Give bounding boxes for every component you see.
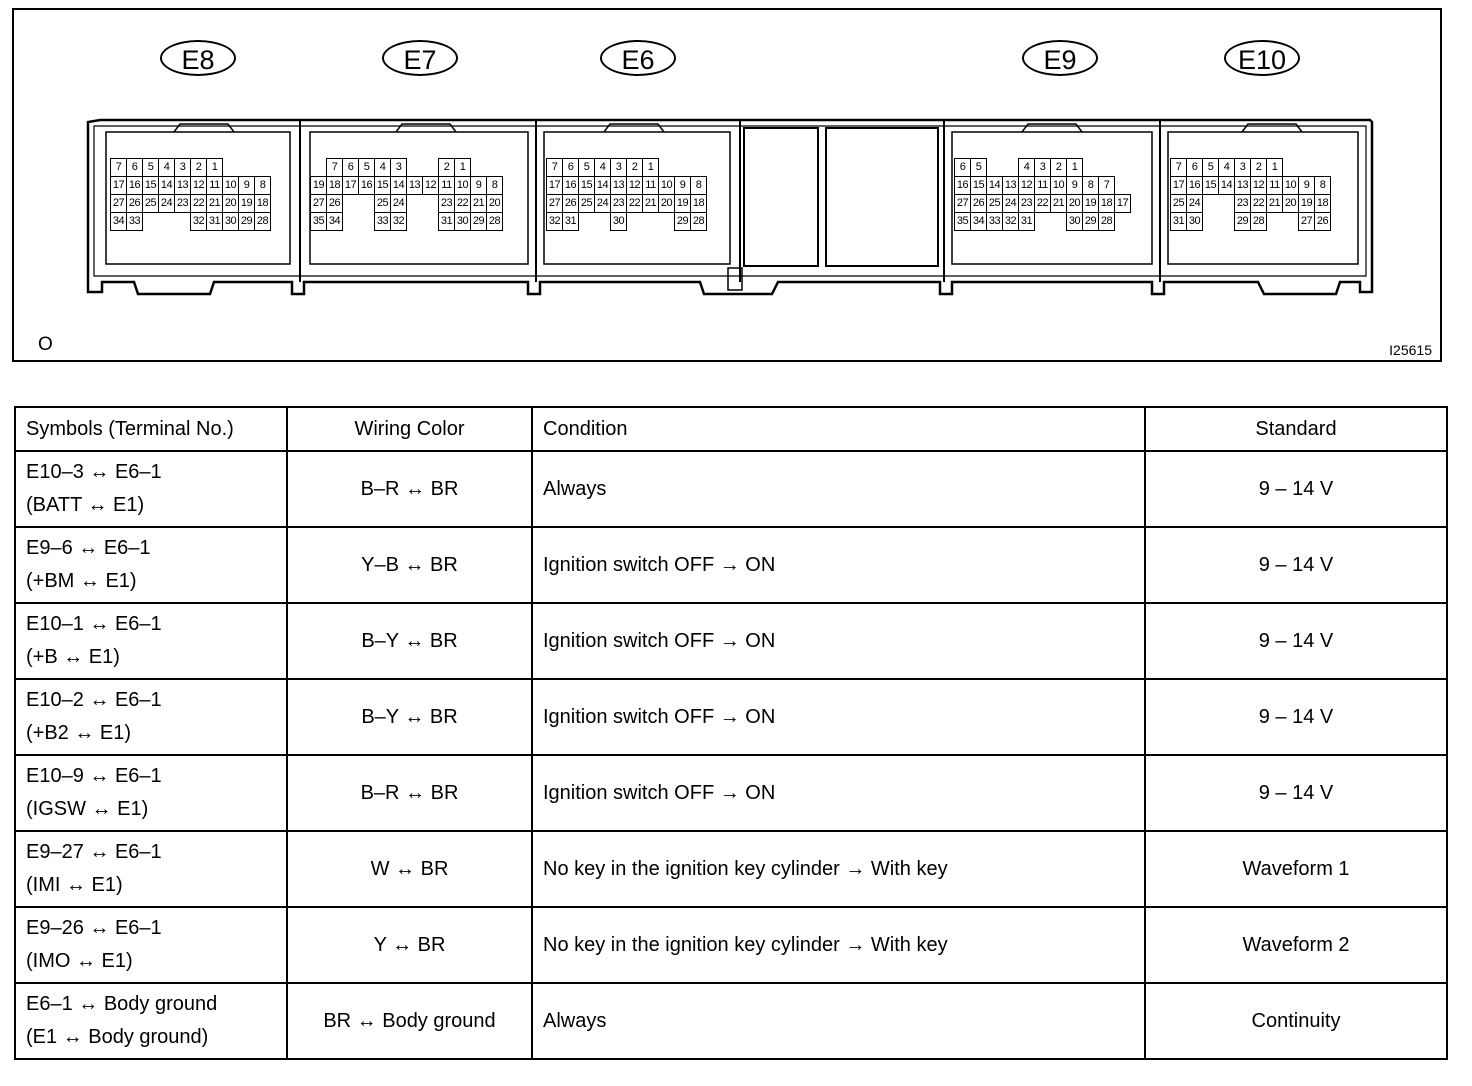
terminal-pin: 10 bbox=[1051, 177, 1067, 195]
terminal-pin: 14 bbox=[595, 177, 611, 195]
terminal-pin: 24 bbox=[1187, 195, 1203, 213]
terminal-pin: 27 bbox=[1299, 213, 1315, 231]
terminal-pin: 8 bbox=[691, 177, 707, 195]
standard-cell: 9 – 14 V bbox=[1145, 679, 1447, 755]
terminal-pin: 7 bbox=[1099, 177, 1115, 195]
terminal-gap bbox=[579, 213, 595, 231]
connector-e10-terminals bbox=[1170, 158, 1331, 231]
terminal-pin: 23 bbox=[1019, 195, 1035, 213]
terminal-pin: 21 bbox=[471, 195, 487, 213]
terminal-pin: 29 bbox=[1235, 213, 1251, 231]
terminal-pin: 2 bbox=[191, 159, 207, 177]
table-row bbox=[15, 755, 1447, 831]
terminal-pin: 29 bbox=[675, 213, 691, 231]
terminal-row bbox=[1171, 159, 1331, 177]
table-row bbox=[15, 527, 1447, 603]
terminal-gap bbox=[407, 159, 423, 177]
terminal-pin: 19 bbox=[239, 195, 255, 213]
terminal-pin: 5 bbox=[1203, 159, 1219, 177]
terminal-pin: 13 bbox=[1235, 177, 1251, 195]
terminal-pin: 14 bbox=[391, 177, 407, 195]
terminal-pin: 33 bbox=[375, 213, 391, 231]
terminal-symbols: (IMO ↔ E1) bbox=[26, 950, 133, 972]
terminal-pin: 25 bbox=[375, 195, 391, 213]
terminal-symbols: (IGSW ↔ E1) bbox=[26, 798, 149, 820]
terminal-pin: 11 bbox=[207, 177, 223, 195]
terminal-pin: 11 bbox=[439, 177, 455, 195]
terminal-pin: 5 bbox=[579, 159, 595, 177]
terminal-pin: 16 bbox=[1187, 177, 1203, 195]
terminal-pin: 23 bbox=[611, 195, 627, 213]
terminal-pin: 18 bbox=[255, 195, 271, 213]
terminal-gap bbox=[595, 213, 611, 231]
terminal-gap bbox=[659, 213, 675, 231]
header-standard: Standard bbox=[1145, 407, 1447, 451]
terminal-pin: 30 bbox=[223, 213, 239, 231]
terminal-pair: E9–26 ↔ E6–1 bbox=[26, 917, 162, 939]
terminal-row bbox=[955, 177, 1131, 195]
connector-diagram bbox=[12, 8, 1442, 362]
connector-label-e9: E9 bbox=[1022, 40, 1098, 76]
terminal-gap bbox=[1035, 213, 1051, 231]
terminal-row bbox=[547, 195, 707, 213]
terminal-pin: 13 bbox=[1003, 177, 1019, 195]
terminal-pin: 17 bbox=[343, 177, 359, 195]
terminal-pin: 10 bbox=[455, 177, 471, 195]
terminal-pin: 6 bbox=[563, 159, 579, 177]
terminal-pin: 1 bbox=[1067, 159, 1083, 177]
condition-cell: Ignition switch OFF → ON bbox=[532, 679, 1145, 755]
wiring-color-cell: Y ↔ BR bbox=[287, 907, 532, 983]
terminal-pin: 29 bbox=[1083, 213, 1099, 231]
symbols-cell bbox=[15, 983, 287, 1059]
terminal-pin: 13 bbox=[175, 177, 191, 195]
terminal-pin: 7 bbox=[1171, 159, 1187, 177]
terminal-pin: 3 bbox=[611, 159, 627, 177]
terminal-pin: 20 bbox=[1067, 195, 1083, 213]
terminal-pin: 31 bbox=[1171, 213, 1187, 231]
terminal-pin: 18 bbox=[1099, 195, 1115, 213]
condition-cell: Ignition switch OFF → ON bbox=[532, 527, 1145, 603]
standard-cell: Waveform 1 bbox=[1145, 831, 1447, 907]
terminal-pin: 28 bbox=[1099, 213, 1115, 231]
condition-cell: Ignition switch OFF → ON bbox=[532, 603, 1145, 679]
terminal-pin: 34 bbox=[327, 213, 343, 231]
symbols-cell bbox=[15, 527, 287, 603]
terminal-pin: 1 bbox=[455, 159, 471, 177]
terminal-pin: 6 bbox=[127, 159, 143, 177]
terminal-pin: 12 bbox=[423, 177, 439, 195]
terminal-pin: 20 bbox=[487, 195, 503, 213]
terminal-pin: 31 bbox=[207, 213, 223, 231]
terminal-pin: 17 bbox=[1115, 195, 1131, 213]
terminal-row bbox=[955, 159, 1131, 177]
terminal-pin: 11 bbox=[1267, 177, 1283, 195]
terminal-symbols: (IMI ↔ E1) bbox=[26, 874, 123, 896]
symbols-cell bbox=[15, 755, 287, 831]
terminal-pin: 13 bbox=[407, 177, 423, 195]
terminal-pin: 8 bbox=[1315, 177, 1331, 195]
terminal-gap bbox=[359, 195, 375, 213]
terminal-pin: 26 bbox=[1315, 213, 1331, 231]
terminal-pin: 6 bbox=[955, 159, 971, 177]
terminal-pin: 30 bbox=[1067, 213, 1083, 231]
terminal-pin: 24 bbox=[1003, 195, 1019, 213]
terminal-pin: 18 bbox=[1315, 195, 1331, 213]
terminal-pin: 17 bbox=[547, 177, 563, 195]
terminal-pin: 12 bbox=[1251, 177, 1267, 195]
symbols-cell bbox=[15, 451, 287, 527]
terminal-pin: 9 bbox=[675, 177, 691, 195]
terminal-pin: 5 bbox=[971, 159, 987, 177]
terminal-pin: 34 bbox=[111, 213, 127, 231]
terminal-pin: 2 bbox=[1251, 159, 1267, 177]
terminal-pin: 5 bbox=[359, 159, 375, 177]
terminal-row bbox=[111, 213, 271, 231]
terminal-gap bbox=[359, 213, 375, 231]
terminal-pair: E9–27 ↔ E6–1 bbox=[26, 841, 162, 863]
terminal-pin: 27 bbox=[547, 195, 563, 213]
terminal-row bbox=[311, 159, 503, 177]
terminal-pin: 9 bbox=[471, 177, 487, 195]
terminal-gap bbox=[1051, 213, 1067, 231]
terminal-pin: 29 bbox=[239, 213, 255, 231]
terminal-row bbox=[111, 195, 271, 213]
terminal-pin: 17 bbox=[1171, 177, 1187, 195]
terminal-pin: 27 bbox=[955, 195, 971, 213]
header-symbols: Symbols (Terminal No.) bbox=[15, 407, 287, 451]
terminal-row bbox=[547, 177, 707, 195]
connector-e8-terminals bbox=[110, 158, 271, 231]
terminal-pin: 3 bbox=[1035, 159, 1051, 177]
terminal-pin: 28 bbox=[1251, 213, 1267, 231]
terminal-pin: 2 bbox=[439, 159, 455, 177]
terminal-pin: 4 bbox=[595, 159, 611, 177]
terminal-pin: 22 bbox=[1251, 195, 1267, 213]
terminal-gap bbox=[175, 213, 191, 231]
terminal-pin: 28 bbox=[487, 213, 503, 231]
connector-e7-terminals bbox=[310, 158, 503, 231]
terminal-symbols: (+BM ↔ E1) bbox=[26, 570, 137, 592]
terminal-gap bbox=[407, 195, 423, 213]
terminal-pin: 29 bbox=[471, 213, 487, 231]
condition-cell: No key in the ignition key cylinder → With key bbox=[532, 907, 1145, 983]
terminal-pin: 22 bbox=[1035, 195, 1051, 213]
terminal-pin: 12 bbox=[1019, 177, 1035, 195]
standard-cell: 9 – 14 V bbox=[1145, 451, 1447, 527]
terminal-pin: 7 bbox=[327, 159, 343, 177]
wiring-color-cell: B–R ↔ BR bbox=[287, 755, 532, 831]
terminal-pin: 20 bbox=[223, 195, 239, 213]
terminal-pin: 19 bbox=[1299, 195, 1315, 213]
terminal-gap bbox=[1219, 195, 1235, 213]
terminal-pin: 25 bbox=[987, 195, 1003, 213]
terminal-pin: 32 bbox=[191, 213, 207, 231]
terminal-pair: E9–6 ↔ E6–1 bbox=[26, 537, 151, 559]
terminal-pin: 14 bbox=[1219, 177, 1235, 195]
terminal-pin: 24 bbox=[391, 195, 407, 213]
terminal-pin: 15 bbox=[143, 177, 159, 195]
symbols-cell bbox=[15, 603, 287, 679]
terminal-pin: 32 bbox=[547, 213, 563, 231]
terminal-pin: 11 bbox=[1035, 177, 1051, 195]
wiring-color-cell: B–R ↔ BR bbox=[287, 451, 532, 527]
condition-cell: Ignition switch OFF → ON bbox=[532, 755, 1145, 831]
terminal-gap bbox=[1283, 213, 1299, 231]
terminal-pin: 3 bbox=[1235, 159, 1251, 177]
terminal-pin: 22 bbox=[455, 195, 471, 213]
terminal-gap bbox=[1219, 213, 1235, 231]
terminal-gap bbox=[1003, 159, 1019, 177]
terminal-pin: 25 bbox=[1171, 195, 1187, 213]
terminal-symbols: (E1 ↔ Body ground) bbox=[26, 1026, 209, 1048]
terminal-row bbox=[547, 213, 707, 231]
terminal-pin: 16 bbox=[127, 177, 143, 195]
terminal-pin: 10 bbox=[1283, 177, 1299, 195]
terminal-pin: 15 bbox=[971, 177, 987, 195]
terminal-row bbox=[1171, 213, 1331, 231]
terminal-pin: 15 bbox=[375, 177, 391, 195]
standard-cell: 9 – 14 V bbox=[1145, 603, 1447, 679]
terminal-gap bbox=[423, 159, 439, 177]
terminal-gap bbox=[407, 213, 423, 231]
condition-cell: Always bbox=[532, 983, 1145, 1059]
terminal-gap bbox=[1203, 195, 1219, 213]
terminal-pin: 20 bbox=[1283, 195, 1299, 213]
terminal-spec-table bbox=[14, 406, 1448, 1060]
terminal-pin: 21 bbox=[207, 195, 223, 213]
terminal-pin: 4 bbox=[159, 159, 175, 177]
terminal-pin: 6 bbox=[1187, 159, 1203, 177]
symbols-cell bbox=[15, 907, 287, 983]
terminal-pin: 30 bbox=[455, 213, 471, 231]
terminal-pin: 13 bbox=[611, 177, 627, 195]
table-row bbox=[15, 603, 1447, 679]
header-condition: Condition bbox=[532, 407, 1145, 451]
terminal-pin: 24 bbox=[595, 195, 611, 213]
terminal-pin: 1 bbox=[207, 159, 223, 177]
terminal-pin: 22 bbox=[191, 195, 207, 213]
table-row bbox=[15, 679, 1447, 755]
terminal-pin: 3 bbox=[391, 159, 407, 177]
wiring-color-cell: Y–B ↔ BR bbox=[287, 527, 532, 603]
terminal-pin: 9 bbox=[1299, 177, 1315, 195]
terminal-pin: 16 bbox=[955, 177, 971, 195]
terminal-gap bbox=[311, 159, 327, 177]
terminal-pin: 14 bbox=[987, 177, 1003, 195]
terminal-pin: 35 bbox=[955, 213, 971, 231]
terminal-pin: 30 bbox=[611, 213, 627, 231]
terminal-gap bbox=[627, 213, 643, 231]
terminal-pin: 23 bbox=[439, 195, 455, 213]
standard-cell: Waveform 2 bbox=[1145, 907, 1447, 983]
connector-label-e8: E8 bbox=[160, 40, 236, 76]
connector-label-e7: E7 bbox=[382, 40, 458, 76]
terminal-pin: 4 bbox=[375, 159, 391, 177]
terminal-pin: 32 bbox=[391, 213, 407, 231]
terminal-gap bbox=[1203, 213, 1219, 231]
terminal-gap bbox=[143, 213, 159, 231]
terminal-gap bbox=[423, 213, 439, 231]
terminal-pair: E10–2 ↔ E6–1 bbox=[26, 689, 162, 711]
terminal-row bbox=[547, 159, 707, 177]
terminal-pin: 9 bbox=[1067, 177, 1083, 195]
terminal-pin: 8 bbox=[1083, 177, 1099, 195]
terminal-pin: 9 bbox=[239, 177, 255, 195]
table-row bbox=[15, 983, 1447, 1059]
terminal-row bbox=[1171, 177, 1331, 195]
terminal-pin: 27 bbox=[311, 195, 327, 213]
terminal-pin: 11 bbox=[643, 177, 659, 195]
terminal-pin: 10 bbox=[659, 177, 675, 195]
terminal-pin: 28 bbox=[691, 213, 707, 231]
symbols-cell bbox=[15, 831, 287, 907]
table-row bbox=[15, 907, 1447, 983]
terminal-pin: 24 bbox=[159, 195, 175, 213]
terminal-pin: 20 bbox=[659, 195, 675, 213]
terminal-pin: 23 bbox=[175, 195, 191, 213]
figure-id: I25615 bbox=[1389, 342, 1432, 358]
terminal-pair: E10–9 ↔ E6–1 bbox=[26, 765, 162, 787]
terminal-gap bbox=[159, 213, 175, 231]
terminal-pin: 15 bbox=[1203, 177, 1219, 195]
terminal-pin: 31 bbox=[439, 213, 455, 231]
terminal-pin: 2 bbox=[1051, 159, 1067, 177]
terminal-pin: 2 bbox=[627, 159, 643, 177]
terminal-pin: 16 bbox=[563, 177, 579, 195]
header-wiring-color: Wiring Color bbox=[287, 407, 532, 451]
terminal-pin: 34 bbox=[971, 213, 987, 231]
terminal-pin: 12 bbox=[627, 177, 643, 195]
terminal-pin: 14 bbox=[159, 177, 175, 195]
terminal-pin: 35 bbox=[311, 213, 327, 231]
connector-label-e6: E6 bbox=[600, 40, 676, 76]
terminal-pin: 31 bbox=[1019, 213, 1035, 231]
terminal-pin: 4 bbox=[1019, 159, 1035, 177]
terminal-pair: E6–1 ↔ Body ground bbox=[26, 993, 218, 1015]
symbols-cell bbox=[15, 679, 287, 755]
terminal-pin: 27 bbox=[111, 195, 127, 213]
terminal-row bbox=[311, 177, 503, 195]
terminal-pin: 30 bbox=[1187, 213, 1203, 231]
terminal-row bbox=[311, 213, 503, 231]
terminal-pin: 16 bbox=[359, 177, 375, 195]
terminal-pin: 8 bbox=[487, 177, 503, 195]
terminal-pin: 18 bbox=[691, 195, 707, 213]
table-header-row bbox=[15, 407, 1447, 451]
terminal-pin: 8 bbox=[255, 177, 271, 195]
table-row bbox=[15, 451, 1447, 527]
table-row bbox=[15, 831, 1447, 907]
terminal-pin: 32 bbox=[1003, 213, 1019, 231]
terminal-pin: 26 bbox=[563, 195, 579, 213]
terminal-gap bbox=[343, 195, 359, 213]
condition-cell: No key in the ignition key cylinder → With key bbox=[532, 831, 1145, 907]
terminal-pin: 21 bbox=[1051, 195, 1067, 213]
terminal-pin: 33 bbox=[987, 213, 1003, 231]
terminal-gap bbox=[343, 213, 359, 231]
terminal-pin: 25 bbox=[579, 195, 595, 213]
terminal-pin: 19 bbox=[1083, 195, 1099, 213]
terminal-gap bbox=[643, 213, 659, 231]
terminal-pin: 1 bbox=[1267, 159, 1283, 177]
wiring-color-cell: B–Y ↔ BR bbox=[287, 603, 532, 679]
standard-cell: Continuity bbox=[1145, 983, 1447, 1059]
terminal-pin: 22 bbox=[627, 195, 643, 213]
terminal-pin: 26 bbox=[327, 195, 343, 213]
terminal-row bbox=[955, 195, 1131, 213]
terminal-pin: 17 bbox=[111, 177, 127, 195]
terminal-row bbox=[111, 159, 271, 177]
terminal-pin: 21 bbox=[643, 195, 659, 213]
terminal-pin: 33 bbox=[127, 213, 143, 231]
terminal-gap bbox=[987, 159, 1003, 177]
wiring-color-cell: BR ↔ Body ground bbox=[287, 983, 532, 1059]
connector-e6-terminals bbox=[546, 158, 707, 231]
terminal-pin: 18 bbox=[327, 177, 343, 195]
terminal-pin: 23 bbox=[1235, 195, 1251, 213]
terminal-pin: 7 bbox=[547, 159, 563, 177]
terminal-pin: 5 bbox=[143, 159, 159, 177]
terminal-pair: E10–3 ↔ E6–1 bbox=[26, 461, 162, 483]
terminal-pin: 12 bbox=[191, 177, 207, 195]
wiring-color-cell: W ↔ BR bbox=[287, 831, 532, 907]
terminal-gap bbox=[423, 195, 439, 213]
terminal-pin: 15 bbox=[579, 177, 595, 195]
terminal-pin: 7 bbox=[111, 159, 127, 177]
terminal-pin: 21 bbox=[1267, 195, 1283, 213]
connector-label-e10: E10 bbox=[1224, 40, 1300, 76]
terminal-symbols: (BATT ↔ E1) bbox=[26, 494, 145, 516]
terminal-pin: 26 bbox=[971, 195, 987, 213]
terminal-pin: 6 bbox=[343, 159, 359, 177]
terminal-row bbox=[955, 213, 1131, 231]
connector-e9-terminals bbox=[954, 158, 1131, 231]
terminal-pin: 26 bbox=[127, 195, 143, 213]
terminal-row bbox=[111, 177, 271, 195]
terminal-pin: 19 bbox=[675, 195, 691, 213]
terminal-pair: E10–1 ↔ E6–1 bbox=[26, 613, 162, 635]
terminal-pin: 1 bbox=[643, 159, 659, 177]
terminal-pin: 4 bbox=[1219, 159, 1235, 177]
terminal-gap bbox=[1267, 213, 1283, 231]
terminal-pin: 28 bbox=[255, 213, 271, 231]
view-mark: O bbox=[38, 334, 53, 355]
terminal-row bbox=[1171, 195, 1331, 213]
standard-cell: 9 – 14 V bbox=[1145, 755, 1447, 831]
terminal-symbols: (+B ↔ E1) bbox=[26, 646, 120, 668]
terminal-pin: 25 bbox=[143, 195, 159, 213]
terminal-pin: 19 bbox=[311, 177, 327, 195]
wiring-color-cell: B–Y ↔ BR bbox=[287, 679, 532, 755]
standard-cell: 9 – 14 V bbox=[1145, 527, 1447, 603]
terminal-pin: 10 bbox=[223, 177, 239, 195]
condition-cell: Always bbox=[532, 451, 1145, 527]
terminal-pin: 3 bbox=[175, 159, 191, 177]
terminal-symbols: (+B2 ↔ E1) bbox=[26, 722, 132, 744]
terminal-pin: 31 bbox=[563, 213, 579, 231]
terminal-row bbox=[311, 195, 503, 213]
